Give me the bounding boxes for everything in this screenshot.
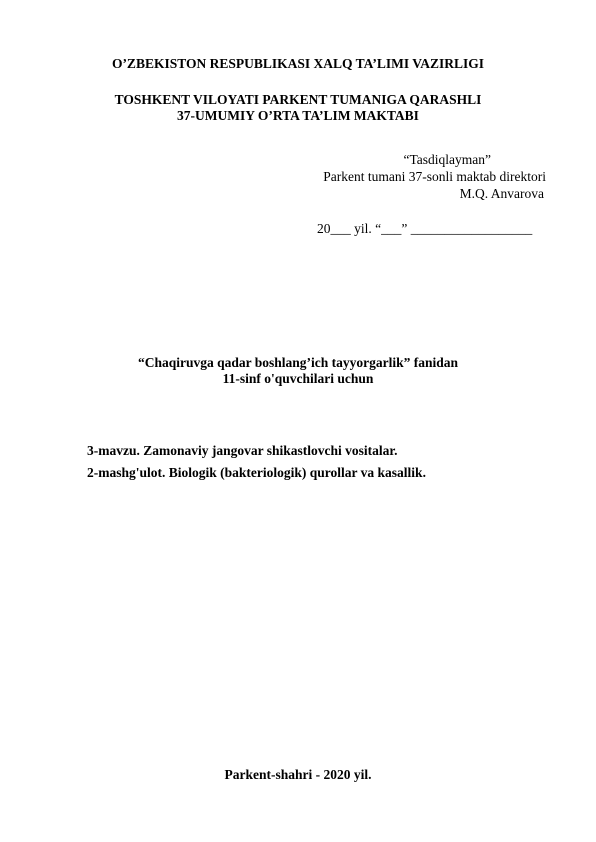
approval-title: “Tasdiqlayman” — [403, 152, 491, 167]
ministry-heading: O’ZBEKISTON RESPUBLIKASI XALQ TA’LIMI VAZIRLIGI — [111, 56, 485, 71]
grade-subtitle: 11-sinf o'quvchilari uchun — [222, 371, 374, 386]
approval-role: Parkent tumani 37-sonli maktab direktori — [323, 169, 546, 184]
approval-name: M.Q. Anvarova — [459, 186, 544, 201]
school-heading: 37-UMUMIY O’RTA TA’LIM MAKTABI — [177, 108, 419, 123]
approval-block — [286, 151, 546, 202]
subject-title: “Chaqiruvga qadar boshlang’ich tayyorgarlik” fanidan — [137, 355, 459, 370]
footer-place-year: Parkent-shahri - 2020 yil. — [224, 767, 372, 782]
approval-date-line: 20___ yil. “___” __________________ — [317, 221, 533, 236]
district-heading: TOSHKENT VILOYATI PARKENT TUMANIGA QARASHLI — [114, 92, 482, 107]
lesson-text: Biologik (bakteriologik) qurollar va kasallik. — [168, 465, 426, 480]
topic-label: 3-mavzu. — [87, 443, 140, 458]
lesson-label: 2-mashg'ulot. — [87, 465, 166, 480]
topic-line — [87, 443, 398, 459]
lesson-line — [87, 465, 426, 481]
topic-text: Zamonaviy jangovar shikastlovchi vositalar. — [143, 443, 398, 458]
